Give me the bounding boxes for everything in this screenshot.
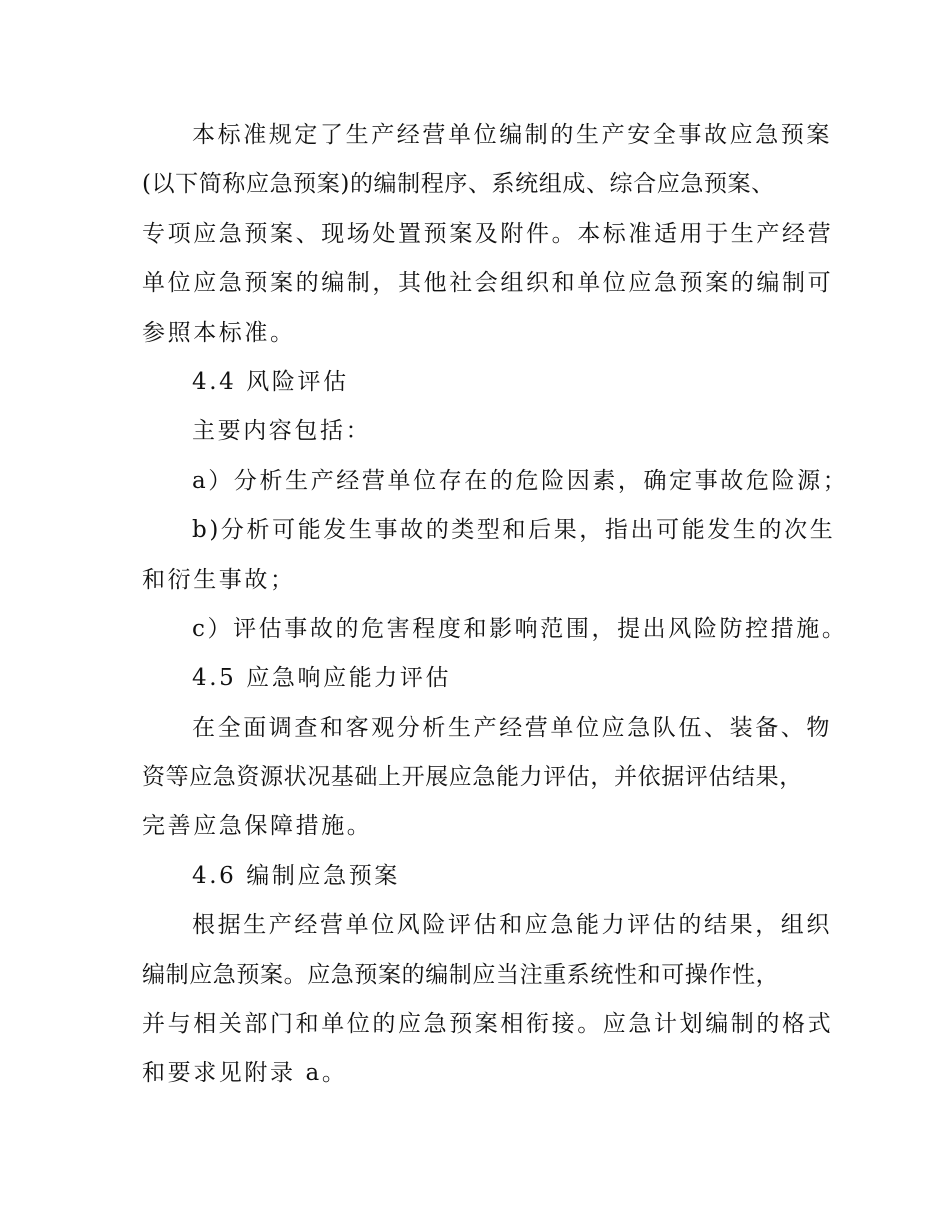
paragraph-line: 根据生产经营单位风险评估和应急能力评估的结果，组织 [192, 912, 832, 939]
paragraph-line: 单位应急预案的编制，其他社会组织和单位应急预案的编制可 [142, 270, 834, 297]
intro-paragraph [142, 111, 834, 358]
section-4-5 [142, 654, 832, 852]
section-heading: 4.5 应急响应能力评估 [192, 665, 452, 692]
document-page [142, 111, 849, 1099]
paragraph-line: 资等应急资源状况基础上开展应急能力评估，并依据评估结果， [142, 764, 803, 791]
paragraph-line: 编制应急预案。应急预案的编制应当注重系统性和可操作性， [142, 961, 780, 988]
section-heading: 4.6 编制应急预案 [192, 862, 400, 889]
paragraph-line: 和要求见附录 a。 [142, 1060, 348, 1087]
paragraph-line: (以下简称应急预案)的编制程序、系统组成、综合应急预案、 [142, 171, 775, 198]
paragraph-line: 本标准规定了生产经营单位编制的生产安全事故应急预案 [192, 122, 832, 148]
paragraph-line: 参照本标准。 [142, 319, 296, 346]
paragraph-line: 在全面调查和客观分析生产经营单位应急队伍、装备、物 [192, 714, 832, 741]
section-heading: 4.4 风险评估 [192, 368, 349, 395]
paragraph-line: 完善应急保障措施。 [142, 813, 373, 840]
section-lead: 主要内容包括： [192, 418, 372, 445]
paragraph-line: 并与相关部门和单位的应急预案相衔接。应急计划编制的格式 [142, 1011, 834, 1038]
list-item-b-continued: 和衍生事故； [142, 566, 296, 593]
list-item-b: b)分析可能发生事故的类型和后果，指出可能发生的次生 [192, 517, 836, 544]
list-item-a: a）分析生产经营单位存在的危险因素，确定事故危险源； [192, 467, 849, 494]
section-4-6 [142, 852, 834, 1099]
section-4-4 [142, 358, 849, 654]
list-item-c: c）评估事故的危害程度和影响范围，提出风险防控措施。 [192, 615, 848, 642]
paragraph-line: 专项应急预案、现场处置预案及附件。本标准适用于生产经营 [142, 220, 834, 247]
